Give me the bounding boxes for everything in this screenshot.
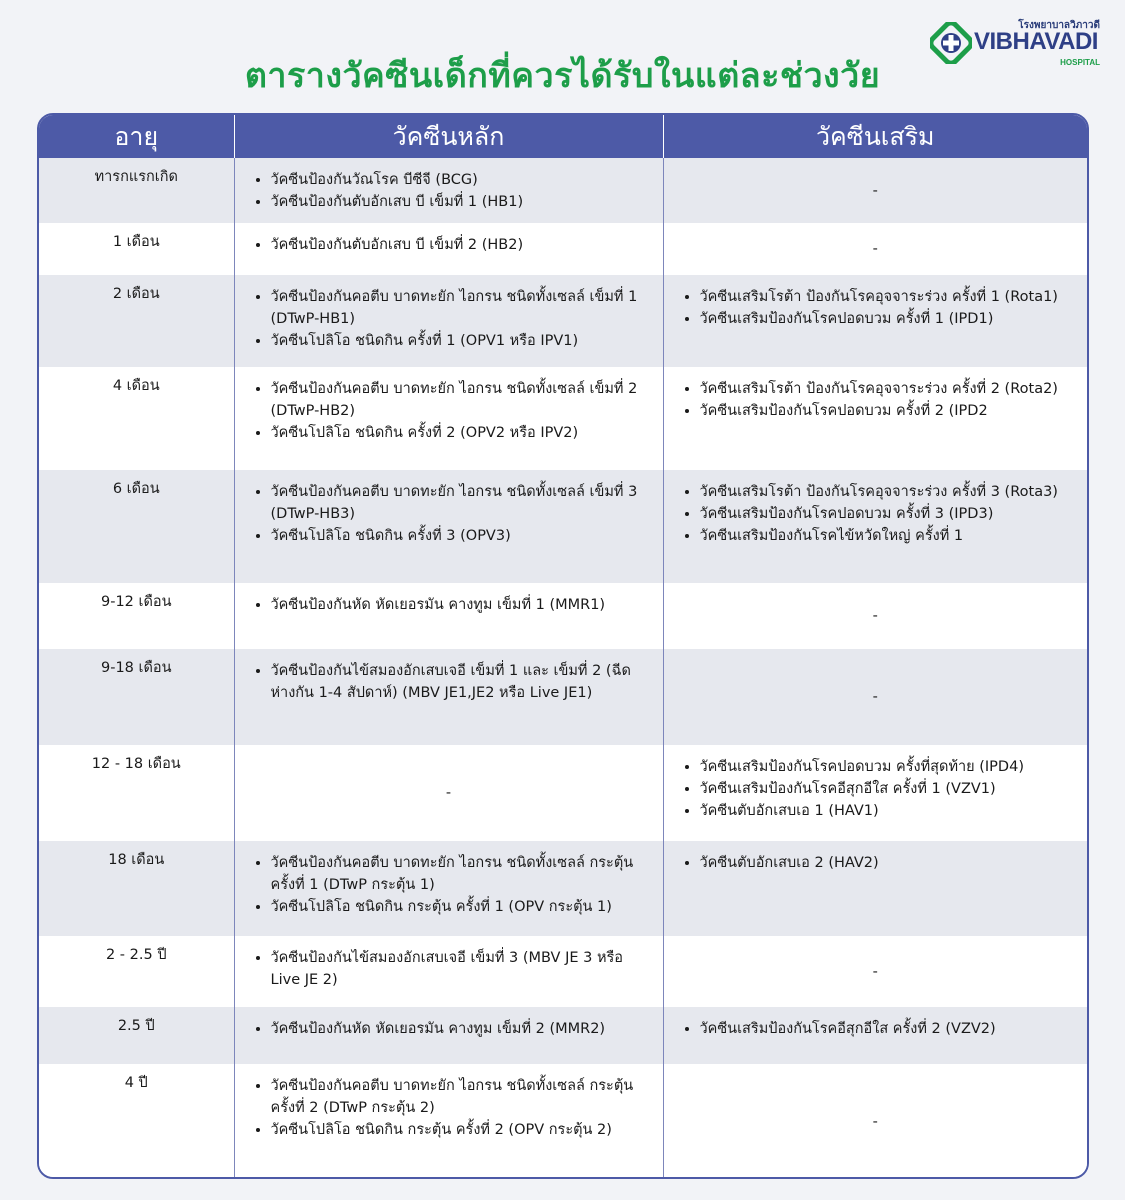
age-cell: 4 ปี	[39, 1064, 234, 1179]
main-vaccine-cell	[234, 583, 663, 649]
table-row	[39, 1007, 1087, 1064]
vaccine-list-item: • วัคซีนเสริมป้องกันโรคอีสุกอีใส ครั้งที่ 2 (VZV2)	[700, 1018, 1074, 1040]
vaccine-list	[249, 852, 649, 918]
hospital-logo	[926, 16, 1112, 76]
vaccine-list-item: • วัคซีนป้องกันวัณโรค บีซีจี (BCG)	[271, 169, 649, 191]
vaccine-list	[249, 594, 649, 616]
main-vaccine-cell	[234, 841, 663, 936]
vaccine-list-item: • วัคซีนตับอักเสบเอ 1 (HAV1)	[700, 800, 1074, 822]
main-vaccine-cell	[234, 275, 663, 367]
vaccine-list-item: • วัคซีนป้องกันคอตีบ บาดทะยัก ไอกรน ชนิดทั้งเซลล์ กระตุ้น ครั้งที่ 2 (DTwP กระตุ้น 2)	[271, 1075, 649, 1119]
vaccine-list	[678, 481, 1074, 547]
vaccine-list	[678, 378, 1074, 422]
age-cell: 2 เดือน	[39, 275, 234, 367]
vaccine-list-item: • วัคซีนป้องกันคอตีบ บาดทะยัก ไอกรน ชนิดทั้งเซลล์ เข็มที่ 3 (DTwP-HB3)	[271, 481, 649, 525]
table-row	[39, 841, 1087, 936]
age-cell: 9-18 เดือน	[39, 649, 234, 745]
vaccine-list-item: • วัคซีนป้องกันไข้สมองอักเสบเจอี เข็มที่ 1 และ เข็มที่ 2 (ฉีดห่างกัน 1-4 สัปดาห์) (MBV JE1,JE2 หรือ Live JE1)	[271, 660, 649, 704]
vaccine-list-item: • วัคซีนป้องกันตับอักเสบ บี เข็มที่ 1 (HB1)	[271, 191, 649, 213]
table-row	[39, 158, 1087, 223]
vaccine-list-item: • วัคซีนเสริมป้องกันโรคปอดบวม ครั้งที่สุดท้าย (IPD4)	[700, 756, 1074, 778]
main-vaccine-cell	[234, 223, 663, 275]
vaccine-list-item: • วัคซีนโปลิโอ ชนิดกิน กระตุ้น ครั้งที่ 2 (OPV กระตุ้น 2)	[271, 1119, 649, 1141]
empty-dash-cell: -	[663, 158, 1087, 223]
vaccine-list	[249, 169, 649, 213]
header-age: อายุ	[39, 115, 234, 158]
page-title: ตารางวัคซีนเด็กที่ควรได้รับในแต่ละช่วงวัย	[244, 56, 881, 96]
vaccine-list-item: • วัคซีนเสริมป้องกันโรคอีสุกอีใส ครั้งที่ 1 (VZV1)	[700, 778, 1074, 800]
vaccine-list-item: • วัคซีนป้องกันหัด หัดเยอรมัน คางทูม เข็มที่ 2 (MMR2)	[271, 1018, 649, 1040]
vaccine-list-item: • วัคซีนเสริมป้องกันโรคปอดบวม ครั้งที่ 1 (IPD1)	[700, 308, 1074, 330]
vaccine-list-item: • วัคซีนป้องกันคอตีบ บาดทะยัก ไอกรน ชนิดทั้งเซลล์ กระตุ้น ครั้งที่ 1 (DTwP กระตุ้น 1)	[271, 852, 649, 896]
vaccine-list-item: • วัคซีนโปลิโอ ชนิดกิน ครั้งที่ 2 (OPV2 หรือ IPV2)	[271, 422, 649, 444]
table-row	[39, 470, 1087, 583]
table-row	[39, 367, 1087, 470]
vaccine-schedule-table	[39, 115, 1087, 1179]
empty-dash-cell: -	[663, 1064, 1087, 1179]
medical-cross-icon	[930, 22, 972, 64]
vaccine-list-item: • วัคซีนเสริมป้องกันโรคไข้หวัดใหญ่ ครั้งที่ 1	[700, 525, 1074, 547]
vaccine-list-item: • วัคซีนป้องกันหัด หัดเยอรมัน คางทูม เข็มที่ 1 (MMR1)	[271, 594, 649, 616]
main-vaccine-cell	[234, 158, 663, 223]
extra-vaccine-cell	[663, 841, 1087, 936]
table-row	[39, 223, 1087, 275]
age-cell: 2 - 2.5 ปี	[39, 936, 234, 1007]
logo-subtitle: HOSPITAL	[1060, 58, 1100, 67]
vaccine-list	[249, 1075, 649, 1141]
empty-dash-cell: -	[663, 583, 1087, 649]
vaccine-list	[249, 947, 649, 991]
vaccine-list-item: • วัคซีนป้องกันตับอักเสบ บี เข็มที่ 2 (HB2)	[271, 234, 649, 256]
table-header-row	[39, 115, 1087, 158]
vaccine-list	[249, 1018, 649, 1040]
main-vaccine-cell	[234, 470, 663, 583]
age-cell: 18 เดือน	[39, 841, 234, 936]
table-row	[39, 583, 1087, 649]
vaccine-list	[249, 286, 649, 352]
empty-dash-cell: -	[663, 223, 1087, 275]
table-row	[39, 936, 1087, 1007]
vaccine-list-item: • วัคซีนตับอักเสบเอ 2 (HAV2)	[700, 852, 1074, 874]
logo-thai-name: โรงพยาบาลวิภาวดี	[1018, 20, 1100, 31]
age-cell: 6 เดือน	[39, 470, 234, 583]
age-cell: 12 - 18 เดือน	[39, 745, 234, 841]
table-body	[39, 158, 1087, 1179]
vaccine-list-item: • วัคซีนป้องกันคอตีบ บาดทะยัก ไอกรน ชนิดทั้งเซลล์ เข็มที่ 1 (DTwP-HB1)	[271, 286, 649, 330]
main-vaccine-cell	[234, 367, 663, 470]
age-cell: ทารกแรกเกิด	[39, 158, 234, 223]
empty-dash-cell: -	[663, 649, 1087, 745]
logo-name: VIBHAVADI	[974, 28, 1098, 55]
age-cell: 9-12 เดือน	[39, 583, 234, 649]
vaccine-list-item: • วัคซีนป้องกันไข้สมองอักเสบเจอี เข็มที่ 3 (MBV JE 3 หรือ Live JE 2)	[271, 947, 649, 991]
table-row	[39, 275, 1087, 367]
vaccine-table-container	[37, 113, 1089, 1179]
main-vaccine-cell	[234, 1007, 663, 1064]
empty-dash-cell: -	[663, 936, 1087, 1007]
extra-vaccine-cell	[663, 745, 1087, 841]
vaccine-list	[678, 1018, 1074, 1040]
vaccine-list-item: • วัคซีนเสริมป้องกันโรคปอดบวม ครั้งที่ 3 (IPD3)	[700, 503, 1074, 525]
vaccine-list	[678, 852, 1074, 874]
main-vaccine-cell	[234, 936, 663, 1007]
vaccine-list-item: • วัคซีนป้องกันคอตีบ บาดทะยัก ไอกรน ชนิดทั้งเซลล์ เข็มที่ 2 (DTwP-HB2)	[271, 378, 649, 422]
table-row	[39, 745, 1087, 841]
vaccine-list	[249, 234, 649, 256]
vaccine-list	[249, 481, 649, 547]
extra-vaccine-cell	[663, 1007, 1087, 1064]
vaccine-list-item: • วัคซีนโปลิโอ ชนิดกิน ครั้งที่ 1 (OPV1 หรือ IPV1)	[271, 330, 649, 352]
age-cell: 1 เดือน	[39, 223, 234, 275]
empty-dash-cell: -	[234, 745, 663, 841]
vaccine-list-item: • วัคซีนโปลิโอ ชนิดกิน กระตุ้น ครั้งที่ 1 (OPV กระตุ้น 1)	[271, 896, 649, 918]
vaccine-list-item: • วัคซีนเสริมโรต้า ป้องกันโรคอุจจาระร่วง ครั้งที่ 2 (Rota2)	[700, 378, 1074, 400]
vaccine-list	[249, 660, 649, 704]
header-extra-vaccine: วัคซีนเสริม	[663, 115, 1087, 158]
table-row	[39, 1064, 1087, 1179]
extra-vaccine-cell	[663, 367, 1087, 470]
extra-vaccine-cell	[663, 470, 1087, 583]
extra-vaccine-cell	[663, 275, 1087, 367]
vaccine-list	[678, 756, 1074, 822]
main-vaccine-cell	[234, 1064, 663, 1179]
header-main-vaccine: วัคซีนหลัก	[234, 115, 663, 158]
main-vaccine-cell	[234, 649, 663, 745]
table-row	[39, 649, 1087, 745]
vaccine-list-item: • วัคซีนเสริมป้องกันโรคปอดบวม ครั้งที่ 2 (IPD2	[700, 400, 1074, 422]
vaccine-list-item: • วัคซีนเสริมโรต้า ป้องกันโรคอุจจาระร่วง ครั้งที่ 3 (Rota3)	[700, 481, 1074, 503]
vaccine-list-item: • วัคซีนเสริมโรต้า ป้องกันโรคอุจจาระร่วง ครั้งที่ 1 (Rota1)	[700, 286, 1074, 308]
age-cell: 4 เดือน	[39, 367, 234, 470]
vaccine-list	[678, 286, 1074, 330]
vaccine-list-item: • วัคซีนโปลิโอ ชนิดกิน ครั้งที่ 3 (OPV3)	[271, 525, 649, 547]
age-cell: 2.5 ปี	[39, 1007, 234, 1064]
vaccine-list	[249, 378, 649, 444]
